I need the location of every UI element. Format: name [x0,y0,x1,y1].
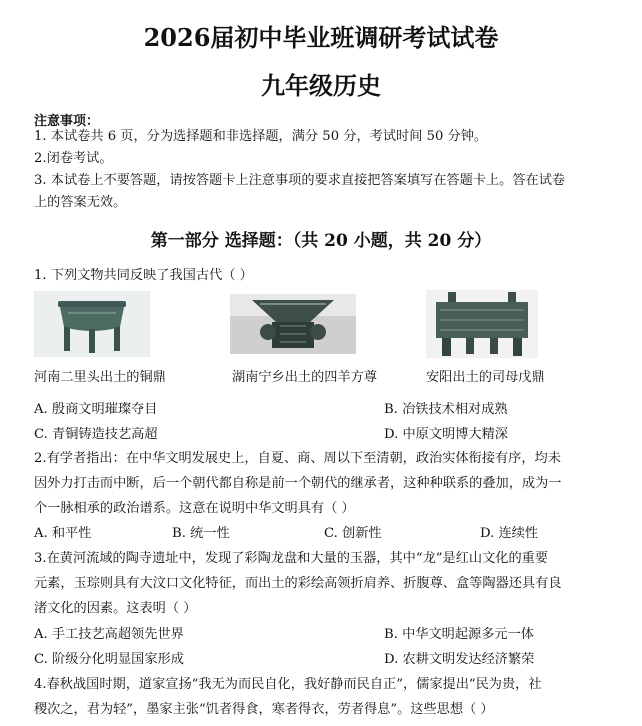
question-2-line: 2.有学者指出：在中华文明发展史上，自夏、商、周以下至清朝，政治实体衔接有序，均未 [34,451,561,466]
artifact-caption: 河南二里头出土的铜鼎 [34,370,166,385]
artifact-simuwu-ding-image [426,290,538,358]
question-1-option-a[interactable]: A. 殷商文明璀璨夺目 [34,402,158,417]
question-1-stem: 1. 下列文物共同反映了我国古代（ ） [34,268,253,283]
notes-heading: 注意事项： [34,114,100,129]
question-2-option-c[interactable]: C. 创新性 [324,526,382,541]
artifact-four-ram-zun-image [230,294,356,354]
artifact-caption: 安阳出土的司母戊鼎 [426,370,545,385]
question-2-line: 个一脉相承的政治谱系。这意在说明中华文明具有（ ） [34,501,355,516]
artifact-caption: 湖南宁乡出土的四羊方尊 [232,370,378,385]
artifact-bronze-ding-image [34,291,150,357]
question-4-line: 稷次之，君为轻”，墨家主张“饥者得食，寒者得衣，劳者得息”。这些思想（ ） [34,702,494,717]
question-2-option-d[interactable]: D. 连续性 [480,526,539,541]
question-3-line: 渚文化的因素。这表明（ ） [34,601,197,616]
notes-item: 上的答案无效。 [34,195,127,210]
exam-title: 2026届初中毕业班调研考试试卷 [143,23,499,52]
notes-item: 2.闭卷考试。 [34,151,113,166]
question-3-option-c[interactable]: C. 阶级分化明显国家形成 [34,652,184,667]
question-2-line: 因外力打击而中断，后一个朝代都自称是前一个朝代的继承者，这种种联系的叠加，成为一 [34,476,562,491]
question-3-option-d[interactable]: D. 农耕文明发达经济繁荣 [384,652,535,667]
question-4-line: 4.春秋战国时期，道家宣扬“我无为而民自化，我好静而民自正”，儒家提出“民为贵，社 [34,677,542,692]
question-3-line: 3.在黄河流域的陶寺遗址中，发现了彩陶龙盘和大量的玉器，其中“龙”是红山文化的重要 [34,551,548,566]
question-3-option-b[interactable]: B. 中华文明起源多元一体 [384,627,534,642]
question-1-option-d[interactable]: D. 中原文明博大精深 [384,427,508,442]
question-2-option-a[interactable]: A. 和平性 [34,526,92,541]
question-2-option-b[interactable]: B. 统一性 [172,526,230,541]
exam-subject: 九年级历史 [261,71,381,100]
section-title: 第一部分 选择题：（共 20 小题，共 20 分） [150,231,492,251]
question-3-option-a[interactable]: A. 手工技艺高超领先世界 [34,627,184,642]
notes-item: 3. 本试卷上不要答题，请按答题卡上注意事项的要求直接把答案填写在答题卡上。答在试卷 [34,173,566,188]
question-1-option-c[interactable]: C. 青铜铸造技艺高超 [34,427,158,442]
question-3-line: 元素，玉琮则具有大汶口文化特征，而出土的彩绘高领折肩养、折腹尊、盒等陶器还具有良 [34,576,562,591]
notes-item: 1. 本试卷共 6 页，分为选择题和非选择题，满分 50 分，考试时间 50 分钟。 [34,129,488,144]
question-1-option-b[interactable]: B. 冶铁技术相对成熟 [384,402,508,417]
